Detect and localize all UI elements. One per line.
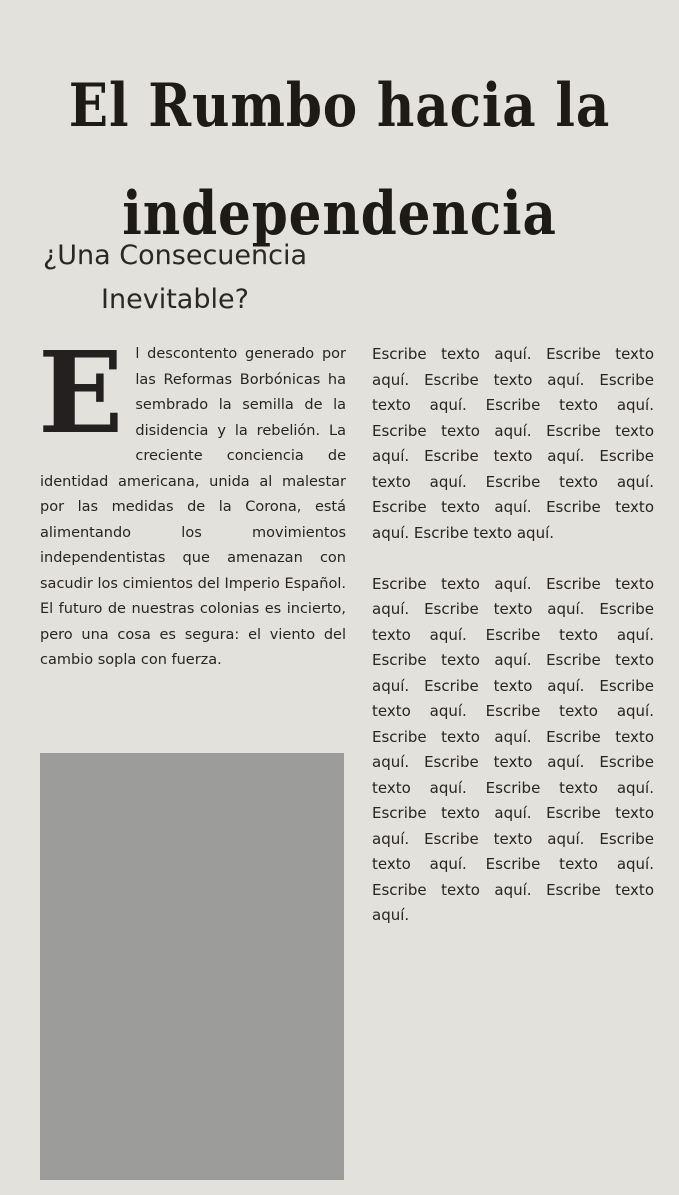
page-subtitle: ¿Una Consecuencia Inevitable? xyxy=(42,240,308,315)
placeholder-text-column xyxy=(372,342,654,954)
drop-cap: E xyxy=(38,328,124,459)
placeholder-paragraph-1: Escribe texto aquí. Escribe texto aquí. Escribe texto aquí. Escribe texto aquí. Escribe texto aquí. Escribe texto aquí. Escribe texto aquí. Escribe texto aquí. Escribe texto aquí. Escribe texto aquí. Escribe texto aquí. Escribe texto aquí. Escribe texto aquí. xyxy=(372,345,654,542)
image-placeholder xyxy=(40,753,344,1180)
article-paragraph xyxy=(38,328,346,674)
article-text: l descontento generado por las Reformas Borbónicas ha sembrado la semilla de la disidencia y la rebelión. La creciente conciencia de identidad americana, unida al malestar por las medidas de la Corona, está alimentando los movimientos independentistas que amenazan con sacudir los cimientos del Imperio Español. El futuro de nuestras colonias es incierto, pero una cosa es segura: el viento del cambio sopla con fuerza. xyxy=(40,346,346,668)
page-title: El Rumbo hacia la independencia xyxy=(68,71,611,249)
placeholder-paragraph-2: Escribe texto aquí. Escribe texto aquí. Escribe texto aquí. Escribe texto aquí. Escribe texto aquí. Escribe texto aquí. Escribe texto aquí. Escribe texto aquí. Escribe texto aquí. Escribe texto aquí. Escribe texto aquí. Escribe texto aquí. Escribe texto aquí. Escribe texto aquí. Escribe texto aquí. Escribe texto aquí. Escribe texto aquí. Escribe texto aquí. Escribe texto aquí. Escribe texto aquí. Escribe texto aquí. Escribe texto aquí. xyxy=(372,574,654,924)
article-column xyxy=(38,328,346,674)
